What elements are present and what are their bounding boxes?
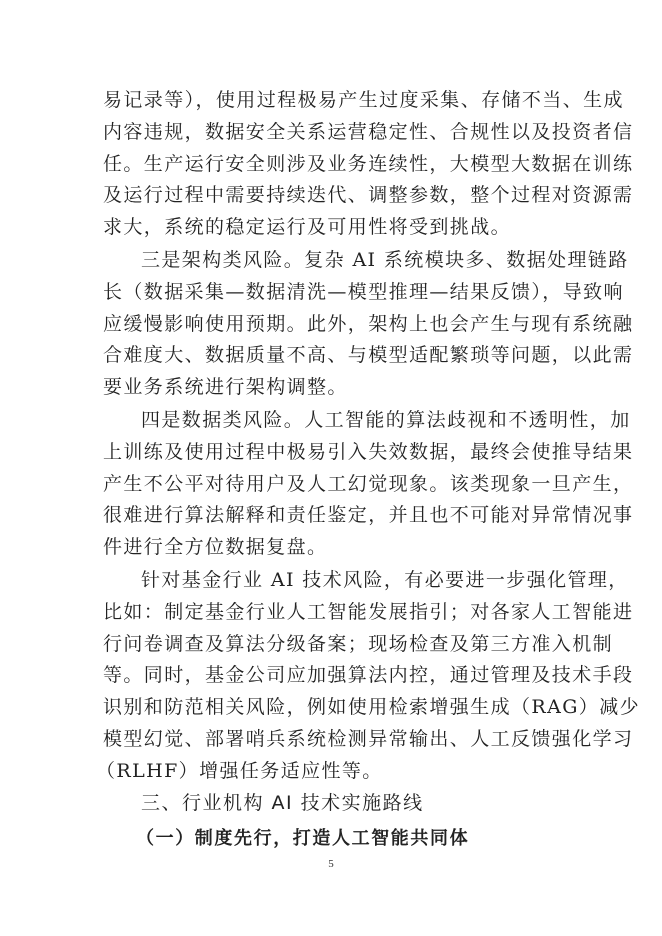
body-line: 模型幻觉、部署哨兵系统检测异常输出、人工反馈强化学习	[103, 728, 634, 750]
body-line: 长（数据采集—数据清洗—模型推理—结果反馈），导致响	[103, 281, 624, 303]
body-line: 上训练及使用过程中极易引入失效数据，最终会使推导结果	[103, 441, 634, 463]
body-line: 任。生产运行安全则涉及业务连续性，大模型大数据在训练	[103, 153, 634, 175]
body-line: 件进行全方位数据复盘。	[103, 536, 328, 558]
section-heading: 三、行业机构 AI 技术实施路线	[141, 792, 424, 814]
body-line: 要业务系统进行架构调整。	[103, 376, 348, 398]
body-line: 易记录等），使用过程极易产生过度采集、存储不当、生成	[103, 89, 624, 111]
body-line: 等。同时，基金公司应加强算法内控，通过管理及技术手段	[103, 664, 634, 686]
body-line: 内容违规，数据安全关系运营稳定性、合规性以及投资者信	[103, 121, 634, 143]
body-line: 应缓慢影响使用预期。此外，架构上也会产生与现有系统融	[103, 313, 634, 335]
body-line: 比如：制定基金行业人工智能发展指引；对各家人工智能进	[103, 601, 634, 623]
paragraph-first-line: 四是数据类风险。人工智能的算法歧视和不透明性，加	[141, 409, 631, 431]
paragraph-first-line: 针对基金行业 AI 技术风险，有必要进一步强化管理，	[141, 569, 629, 591]
page-number: 5	[328, 858, 334, 870]
paragraph-first-line: 三是架构类风险。复杂 AI 系统模块多、数据处理链路	[141, 249, 629, 271]
body-line: 求大，系统的稳定运行及可用性将受到挑战。	[103, 216, 512, 238]
body-line: 识别和防范相关风险，例如使用检索增强生成（RAG）减少	[103, 696, 641, 718]
body-line: 产生不公平对待用户及人工幻觉现象。该类现象一旦产生，	[103, 473, 634, 495]
subsection-heading: （一）制度先行，打造人工智能共同体	[136, 828, 470, 849]
body-line: 合难度大、数据质量不高、与模型适配繁琐等问题，以此需	[103, 344, 634, 366]
body-line: 及运行过程中需要持续迭代、调整参数，整个过程对资源需	[103, 184, 634, 206]
body-line: （RLHF）增强任务适应性等。	[96, 760, 383, 782]
body-line: 行问卷调查及算法分级备案；现场检查及第三方准入机制	[103, 633, 614, 655]
body-line: 很难进行算法解释和责任鉴定，并且也不可能对异常情况事	[103, 504, 634, 526]
